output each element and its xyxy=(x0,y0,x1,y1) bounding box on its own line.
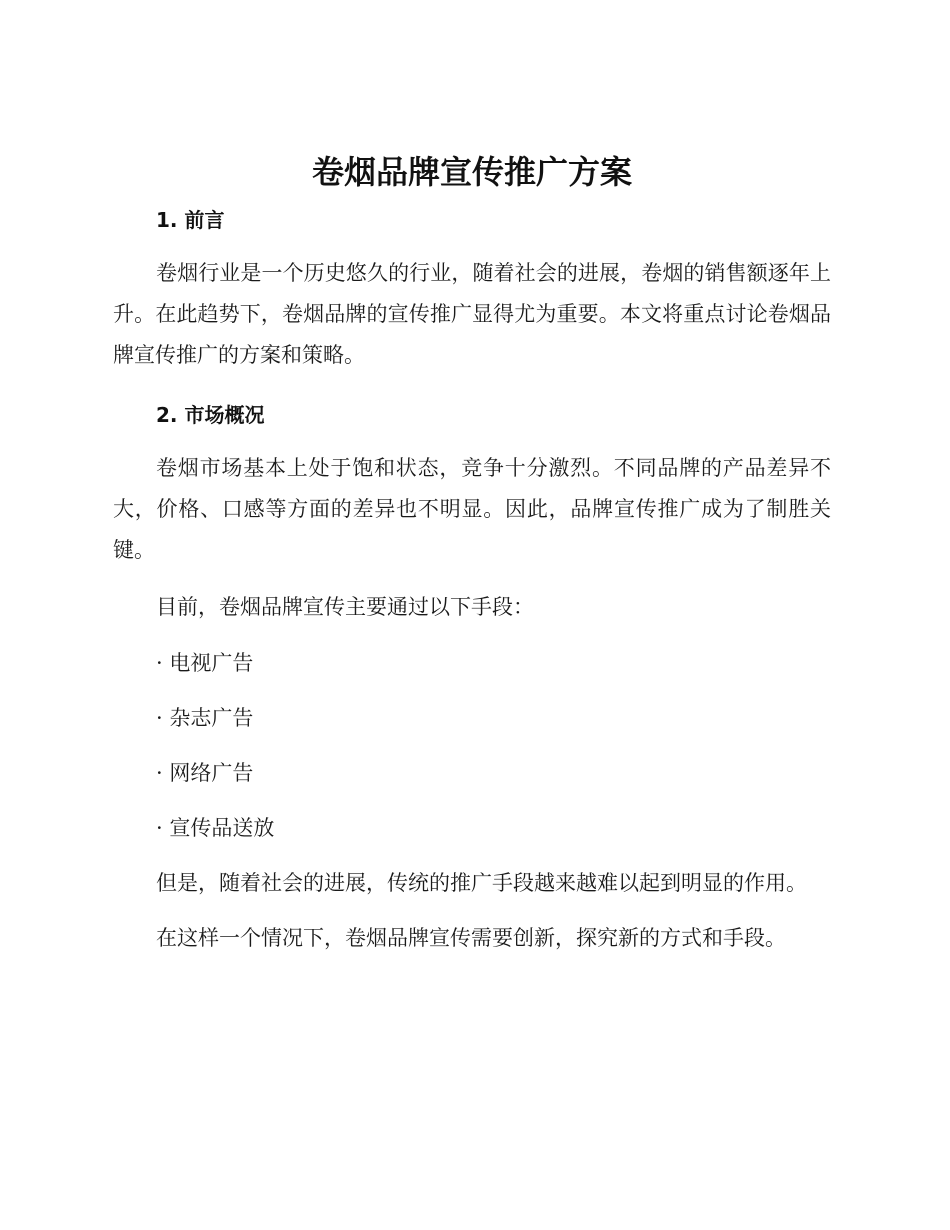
document-title: 卷烟品牌宣传推广方案 xyxy=(311,153,632,191)
closing-statement-2: 在这样一个情况下，卷烟品牌宣传需要创新，探究新的方式和手段。 xyxy=(156,926,786,950)
methods-intro: 目前，卷烟品牌宣传主要通过以下手段： xyxy=(156,595,534,619)
closing-statement-1: 但是，随着社会的进展，传统的推广手段越来越难以起到明显的作用。 xyxy=(156,871,807,895)
preface-paragraph: 卷烟行业是一个历史悠久的行业，随着社会的进展，卷烟的销售额逐年上升。在此趋势下，卷烟品牌的宣传推广显得尤为重要。本文将重点讨论卷烟品牌宣传推广的方案和策略。 xyxy=(113,261,831,367)
market-overview-paragraph: 卷烟市场基本上处于饱和状态，竞争十分激烈。不同品牌的产品差异不大，价格、口感等方面的差异也不明显。因此，品牌宣传推广成为了制胜关键。 xyxy=(113,456,831,562)
list-item-magazine-ads: · 杂志广告 xyxy=(156,706,254,730)
list-item-promo-giveaways: · 宣传品送放 xyxy=(156,816,275,840)
section-heading-preface: 1. 前言 xyxy=(156,208,225,232)
list-item-internet-ads: · 网络广告 xyxy=(156,761,254,785)
section-heading-market-overview: 2. 市场概况 xyxy=(156,403,265,427)
list-item-tv-ads: · 电视广告 xyxy=(156,651,254,675)
